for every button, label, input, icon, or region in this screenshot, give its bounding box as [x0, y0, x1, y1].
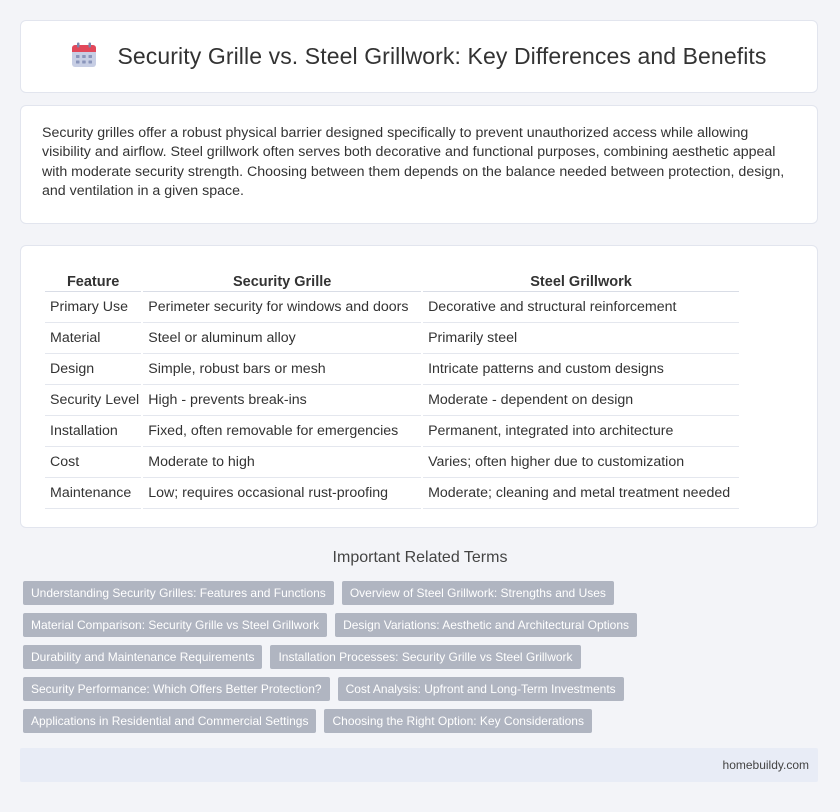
calendar-icon	[71, 42, 97, 68]
related-term-tag[interactable]: Cost Analysis: Upfront and Long-Term Investments	[338, 677, 624, 701]
page-header	[20, 20, 818, 93]
related-terms-title: Important Related Terms	[332, 549, 508, 566]
table-cell: Primarily steel	[423, 323, 739, 354]
table-cell: Cost	[45, 447, 141, 478]
related-term-tag[interactable]: Security Performance: Which Offers Better Protection?	[23, 677, 330, 701]
header-security-grille: Security Grille	[143, 263, 421, 292]
table-cell: Low; requires occasional rust-proofing	[143, 478, 421, 509]
related-term-tag[interactable]: Overview of Steel Grillwork: Strengths and Uses	[342, 581, 614, 605]
related-terms-list	[23, 581, 823, 741]
table-cell: Primary Use	[45, 292, 141, 323]
table-cell: Moderate to high	[143, 447, 421, 478]
table-cell: Simple, robust bars or mesh	[143, 354, 421, 385]
related-term-tag[interactable]: Choosing the Right Option: Key Considerations	[324, 709, 591, 733]
table-cell: Steel or aluminum alloy	[143, 323, 421, 354]
footer	[20, 748, 818, 782]
table-cell: Installation	[45, 416, 141, 447]
table-row	[45, 323, 739, 354]
table-cell: Fixed, often removable for emergencies	[143, 416, 421, 447]
table-cell: Perimeter security for windows and doors	[143, 292, 421, 323]
related-term-tag[interactable]: Material Comparison: Security Grille vs Steel Grillwork	[23, 613, 327, 637]
table-cell: Moderate - dependent on design	[423, 385, 739, 416]
table-cell: Decorative and structural reinforcement	[423, 292, 739, 323]
related-term-tag[interactable]: Installation Processes: Security Grille vs Steel Grillwork	[270, 645, 580, 669]
table-row	[45, 354, 739, 385]
table-cell: Security Level	[45, 385, 141, 416]
intro-text: Security grilles offer a robust physical barrier designed specifically to prevent unauthorized access while allowing visibility and airflow. Steel grillwork often serves both decorative and functional purposes, combining aesthetic appeal with moderate security strength. Choosing between them depends on the balance needed between protection, design, and ventilation in a given space.	[42, 125, 785, 199]
related-term-tag[interactable]: Design Variations: Aesthetic and Architectural Options	[335, 613, 637, 637]
header-steel-grillwork: Steel Grillwork	[423, 263, 739, 292]
related-term-tag[interactable]: Applications in Residential and Commercial Settings	[23, 709, 316, 733]
table-header-row	[45, 263, 739, 292]
table-row	[45, 478, 739, 509]
table-cell: Material	[45, 323, 141, 354]
table-cell: High - prevents break-ins	[143, 385, 421, 416]
table-cell: Varies; often higher due to customization	[423, 447, 739, 478]
footer-site-link[interactable]: homebuildy.com	[722, 758, 809, 772]
comparison-card	[20, 245, 818, 528]
table-row	[45, 292, 739, 323]
table-row	[45, 447, 739, 478]
comparison-table	[43, 263, 741, 509]
table-cell: Permanent, integrated into architecture	[423, 416, 739, 447]
table-row	[45, 416, 739, 447]
table-cell: Design	[45, 354, 141, 385]
table-cell: Maintenance	[45, 478, 141, 509]
table-row	[45, 385, 739, 416]
related-term-tag[interactable]: Understanding Security Grilles: Features and Functions	[23, 581, 334, 605]
table-cell: Moderate; cleaning and metal treatment needed	[423, 478, 739, 509]
related-term-tag[interactable]: Durability and Maintenance Requirements	[23, 645, 262, 669]
page-title: Security Grille vs. Steel Grillwork: Key Differences and Benefits	[117, 43, 767, 69]
header-feature: Feature	[45, 263, 141, 292]
intro-card	[20, 105, 818, 224]
table-cell: Intricate patterns and custom designs	[423, 354, 739, 385]
